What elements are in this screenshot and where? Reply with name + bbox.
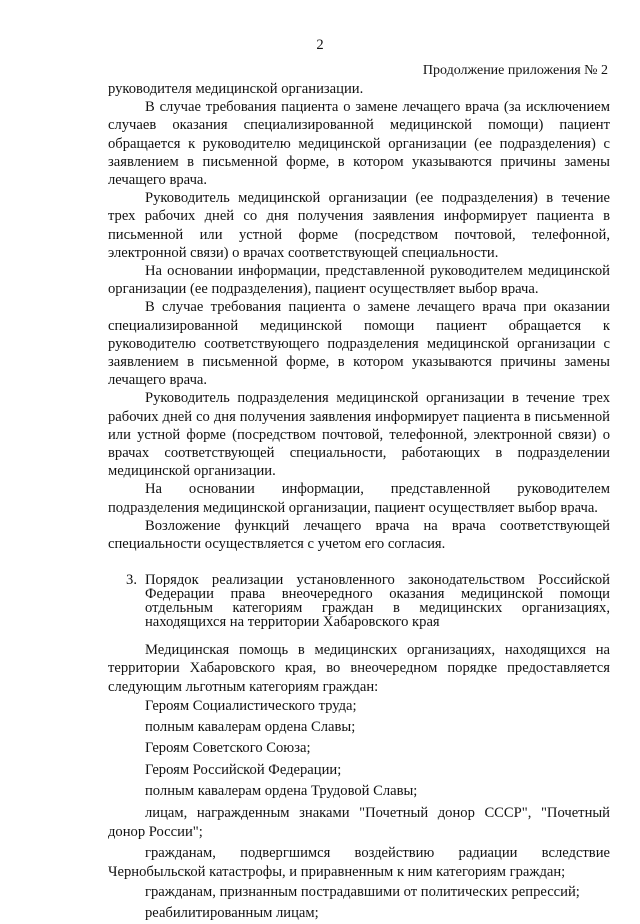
paragraph-continuation: руководителя медицинской организации. bbox=[108, 81, 364, 97]
list-item: лицам, награжденным знаками "Почетный донор СССР", "Почетный донор России"; bbox=[108, 804, 610, 840]
section-title: Порядок реализации установленного законодательством Российской Федерации права внеочередного оказания медицинской помощи отдельным категориям граждан в медицинских организациях, находящихся на территории Хабаровского края bbox=[145, 572, 610, 631]
list-item: гражданам, подвергшимся воздействию радиации вследствие Чернобыльской катастрофы, и приравненным к ним категориям граждан; bbox=[108, 844, 610, 880]
list-item: полным кавалерам ордена Славы; bbox=[145, 719, 356, 736]
paragraph: Руководитель подразделения медицинской организации в течение трех рабочих дней со дня получения заявления информирует пациента в письменной или устной форме (посредством почтовой, телефонной, электронной связи) о врачах соответствующей специальности, работающих в подразделении медицинской организации. bbox=[108, 390, 610, 480]
list-item: Героям Социалистического труда; bbox=[145, 697, 357, 714]
document-body bbox=[108, 80, 610, 924]
paragraph: На основании информации, представленной руководителем медицинской организации (ее подразделения), пациент осуществляет выбор врача. bbox=[108, 263, 610, 298]
paragraph: В случае требования пациента о замене лечащего врача при оказании специализированной медицинской помощи пациент обращается к руководителю соответствующего подразделения медицинской организации с заявлением в письменной форме, в котором указываются причины замены лечащего врача. bbox=[108, 299, 610, 389]
paragraph: Возложение функций лечащего врача на врача соответствующей специальности осуществляется с учетом его согласия. bbox=[108, 517, 610, 553]
list-item: полным кавалерам ордена Трудовой Славы; bbox=[145, 782, 418, 799]
section-heading bbox=[108, 573, 610, 629]
intro-paragraph: Медицинская помощь в медицинских организациях, находящихся на территории Хабаровского края, во внеочередном порядке предоставляется следующим льготным категориям граждан: bbox=[108, 642, 610, 695]
paragraph: На основании информации, представленной руководителем подразделения медицинской организации, пациент осуществляет выбор врача. bbox=[108, 481, 610, 516]
paragraph: Руководитель медицинской организации (ее подразделения) в течение трех рабочих дней со дня получения заявления информирует пациента в письменной или устной форме (посредством почтовой, телефонной, электронной связи) о врачах соответствующей специальности. bbox=[108, 190, 610, 261]
section-number: 3. bbox=[126, 572, 137, 589]
page-number: 2 bbox=[316, 37, 324, 53]
list-item: Героям Российской Федерации; bbox=[145, 761, 342, 778]
list-item: гражданам, признанным пострадавшими от политических репрессий; bbox=[145, 883, 580, 900]
list-item: Героям Советского Союза; bbox=[145, 740, 311, 757]
list-item: реабилитированным лицам; bbox=[145, 905, 319, 922]
appendix-continuation-note: Продолжение приложения № 2 bbox=[422, 63, 608, 78]
paragraph: В случае требования пациента о замене лечащего врача (за исключением случаев оказания специализированной медицинской помощи) пациент обращается к руководителю медицинской организации (ее подразделения) с заявлением в письменной форме, в котором указываются причины замены лечащего врача. bbox=[108, 99, 610, 189]
